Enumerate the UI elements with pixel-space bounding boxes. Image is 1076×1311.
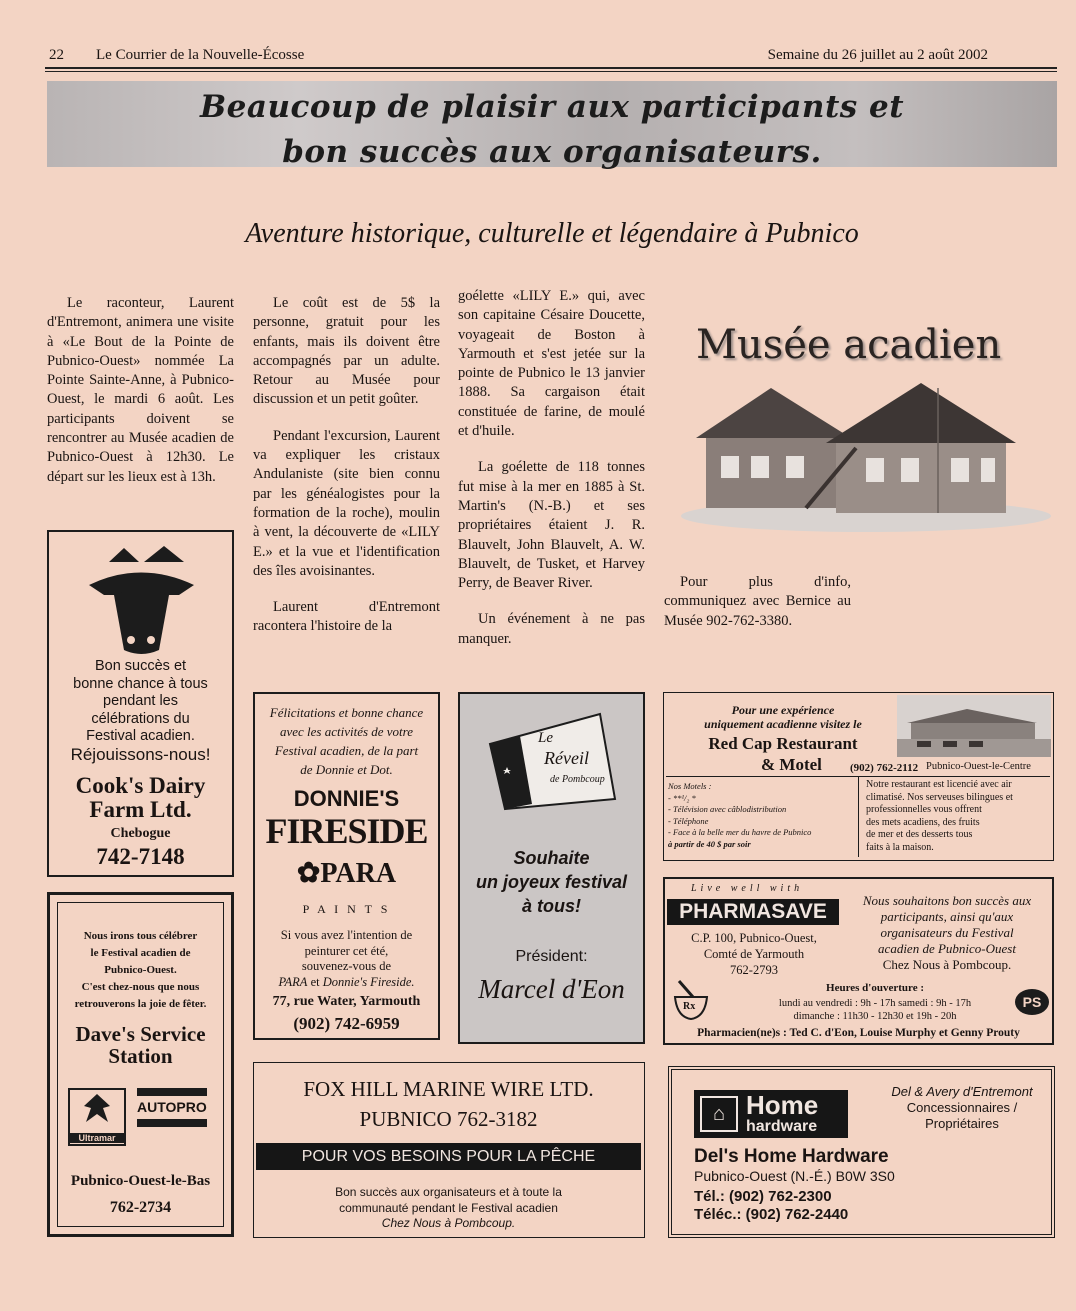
pharmasave-address-line: C.P. 100, Pubnico-Ouest, [691,931,817,945]
donnies-body-line [255,975,438,991]
home-hardware-fax: Téléc.: (902) 762-2440 [694,1206,849,1223]
pharmasave-hours-line: dimanche : 11h30 - 12h30 et 19h - 20h [793,1011,957,1022]
reveil-message [460,846,643,918]
owners-line: Concessionnaires / [906,1100,1018,1115]
daves-line: C'est chez-nous que nous [81,981,200,993]
autopro-logo [137,1088,207,1146]
daves-phone: 762-2734 [109,1199,172,1216]
header-rule [45,67,1057,69]
donnies-body-line: souvenez-vous de [301,959,392,973]
donnies-line: de Donnie et Dot. [300,762,393,777]
pharmasave-phone: 762-2793 [730,963,778,977]
paragraph: Pendant l'excursion, Laurent va expliquer les cristaux Andulaniste (site bien connu par les généalogistes pour la formation de la roche), moulin à vent, la découverte de «LILY E.» et la vue et l'identification des îles avoisinantes. [253,427,440,579]
pharmasave-hours-title: Heures d'ouverture : [826,982,924,994]
ultramar-label: Ultramar [70,1133,124,1143]
redcap-info-line: Notre restaurant est licencié avec air [866,779,1012,790]
rx-symbol: Rx [683,1001,696,1012]
paragraph: Le coût est de 5$ la personne, gratuit pour les enfants, mais ils doivent être accompagnés par un adulte. Retour au Musée pour discussion et un petit goûter. [253,295,440,408]
pharmasave-line: participants, ainsi qu'aux [880,909,1014,924]
owners-line: Del & Avery d'Entremont [891,1084,1033,1099]
donnies-phone: (902) 742-6959 [293,1014,400,1033]
foxhill-line: Bon succès aux organisateurs et à toute la [335,1185,562,1199]
daves-line: le Festival acadien de [90,947,191,959]
paper-name: Le Courrier de la Nouvelle-Écosse [96,47,305,63]
home-hardware-logo [694,1090,848,1138]
donnies-line: avec les activités de votre [279,724,414,739]
redcap-info-line: des mets acadiens, des fruits [866,816,980,828]
home-hardware-owners [872,1084,1052,1132]
daves-name [50,1023,231,1067]
donnies-line: Festival acadien, de la part [274,743,419,758]
redcap-info-line: climatisé. Nos serveuses bilingues et [866,791,1013,803]
issue-date: Semaine du 26 juillet au 2 août 2002 [767,47,988,63]
redcap-info-line: professionnelles vous offrent [866,804,982,815]
autopro-label: AUTOPRO [137,1099,207,1115]
donnies-body-line: Si vous avez l'intention de [280,928,413,942]
redcap-restaurant-info [866,779,1013,854]
home-hardware-ad [668,1066,1055,1238]
daves-message [60,928,221,1013]
donnies-logo: DONNIE'S [293,786,400,811]
pharmasave-pharmacists: Pharmacien(ne)s : Ted C. d'Eon, Louise Murphy et Genny Prouty [697,1027,1020,1039]
home-hardware-address: Pubnico-Ouest (N.-É.) B0W 3S0 [694,1168,895,1184]
ultramar-logo [68,1088,126,1146]
museum-house-illustration [676,368,1056,533]
redcap-intro [664,703,902,731]
redcap-feature: - **¹/₂ * [668,792,696,803]
redcap-building-photo [897,695,1051,757]
redcap-line: Pour une expérience [731,703,835,717]
pharmasave-address-line: Comté de Yarmouth [703,947,805,961]
conjunction: et [310,974,320,989]
owners-line: Propriétaires [925,1116,999,1131]
house-icon: ⌂ [700,1096,738,1132]
ps-logo-icon: PS [1015,989,1049,1015]
paragraph: goélette «LILY E.» qui, avec son capitaine Césaire Doucette, voyageait de Boston à Yarmouth et s'est jetée sur la pointe de Pubnico le 13 janvier 1888. Sa cargaison était constituée de farine, de moulé et d'huile. [458,288,645,440]
pharmasave-address [665,930,843,978]
reveil-line: Souhaite [513,848,590,868]
donnies-address: 77, rue Water, Yarmouth [272,994,421,1009]
para-logo [255,856,438,890]
reveil-logo-reveil: Réveil [544,748,589,768]
article-column-2 [253,294,440,654]
redcap-place: Pubnico-Ouest-le-Centre [926,761,1031,772]
para-label: PARA [320,858,397,889]
reveil-president: Marcel d'Eon [478,974,625,1004]
pharmasave-line: Nous souhaitons bon succès aux [862,893,1032,908]
article-headline: Aventure historique, culturelle et légendaire à Pubnico [245,218,859,249]
banner-line-2: bon succès aux organisateurs. [282,134,822,170]
home-hardware-name: Del's Home Hardware [694,1146,889,1167]
pharmasave-line: organisateurs du Festival [880,925,1014,940]
cooks-line: célébrations du [91,710,190,727]
article-column-1 [47,294,234,504]
reveil-logo [480,704,625,812]
foxhill-name: FOX HILL MARINE WIRE LTD. [303,1077,594,1101]
cow-logo-icon [79,540,204,660]
daves-name-line: Dave's Service [75,1022,206,1046]
fireside-name: Donnie's Fireside. [322,974,415,989]
pharmasave-message [843,893,1051,973]
cooks-place: Chebogue [110,826,171,841]
eagle-icon [70,1090,124,1128]
redcap-feature: à partir de 40 $ par soir [668,838,751,849]
pharmasave-line: Chez Nous à Pombcoup. [882,957,1012,972]
cooks-line: bonne chance à tous [73,675,208,692]
daves-line: retrouverons la joie de fêter. [74,998,207,1010]
cooks-line: Bon succès et [94,658,187,674]
redcap-feature: - Face à la belle mer du havre de Pubnico [668,827,812,837]
para-name: PARA [278,974,308,989]
daves-name-line: Station [108,1044,173,1068]
pharmasave-line: acadien de Pubnico-Ouest [878,941,1016,956]
cooks-line: Festival acadien. [86,728,195,744]
redcap-feature: - Télévision avec câblodistribution [668,804,787,814]
reveil-ad [458,692,645,1044]
paragraph: La goélette de 118 tonnes fut mise à la mer en 1885 à St. Martin's (N.-B.) et ses propriétaires étaient J. R. Blauvelt, John Blauvelt, A. W. Blauvelt, de Tusket, et Harvey Perry, de Beaver River. [458,459,645,592]
cooks-name-line: Farm Ltd. [89,797,192,822]
pharmasave-hours-line: lundi au vendredi : 9h - 17h samedi : 9h - 17h [778,998,972,1009]
banner [47,81,1057,170]
reveil-role: Président: [515,948,588,965]
donnies-body [255,928,438,990]
daves-place: Pubnico-Ouest-le-Bas [70,1173,211,1189]
redcap-line: uniquement acadienne visitez le [704,717,862,731]
redcap-feature: - Téléphone [668,815,709,826]
reveil-line: à tous! [521,896,581,916]
paragraph: Un événement à ne pas manquer. [458,611,645,647]
foxhill-line: communauté pendant le Festival acadien [339,1200,558,1215]
mortar-pestle-icon [671,977,711,1021]
fireside-logo: FIRESIDE [265,811,428,851]
pharmasave-logo: PHARMASAVE [667,899,839,925]
cooks-name [49,774,232,822]
redcap-motel-features [668,781,811,850]
header-rule-thin [45,71,1057,72]
banner-line-1: Beaucoup de plaisir aux participants et [199,89,905,125]
paragraph: Le raconteur, Laurent d'Entremont, animera une visite à «Le Bout de la Pointe de Pubnico-Ouest» nommée La Pointe Sainte-Anne, à Pubnico-Ouest, le mardi 6 août. Les participants doivent se rencontrer au Musée acadien de Pubnico-Ouest à 12h30. Le départ sur les lieux est à 13h. [47,295,234,485]
divider [858,777,859,857]
redcap-ad [663,692,1054,861]
reveil-line: un joyeux festival [475,872,628,892]
donnies-message [255,703,438,779]
para-swirl-icon: ✿ [296,858,321,889]
redcap-motel: & Motel [761,755,822,774]
cooks-line: pendant les [103,693,178,709]
reveil-logo-le: Le [538,730,553,746]
pharmasave-hours [755,997,995,1023]
foxhill-message [254,1185,643,1232]
donnies-body-line: peinturer cet été, [304,943,389,958]
cooks-phone: 742-7148 [96,844,185,869]
home-hardware-tel: Tél.: (902) 762-2300 [694,1188,832,1205]
foxhill-banner: POUR VOS BESOINS POUR LA PÊCHE [256,1143,641,1170]
home-label: Home [746,1090,819,1120]
redcap-name: Red Cap Restaurant [708,734,858,753]
redcap-phone: (902) 762-2112 [850,762,919,774]
cooks-message [49,658,232,763]
daves-line: Nous irons tous célébrer [83,930,198,942]
daves-ad [47,892,234,1237]
donnies-fireside-ad [253,692,440,1040]
museum-title: Musée acadien [696,322,1002,368]
museum-info: Pour plus d'info, communiquez avec Bernice au Musée 902-762-3380. [664,574,851,629]
cooks-name-line: Cook's Dairy [75,773,206,798]
reveil-logo-pombcoup: de Pombcoup [550,774,605,785]
pharmasave-ad [663,877,1054,1045]
article-column-3 [458,287,645,666]
cooks-line: Réjouissons-nous! [70,744,211,764]
hardware-label: hardware [746,1118,818,1135]
foxhill-phone: PUBNICO 762-3182 [359,1107,538,1131]
redcap-feature: Nos Motels : [668,781,712,791]
redcap-info-line: de mer et des desserts tous [866,829,973,840]
paragraph: Laurent d'Entremont racontera l'histoire de la [253,599,440,635]
foxhill-ad [253,1062,645,1238]
redcap-info-line: faits à la maison. [866,841,934,853]
cooks-dairy-ad [47,530,234,877]
pharmasave-tagline: Live well with [691,883,804,894]
donnies-line: Félicitations et bonne chance [269,705,424,720]
daves-line: Pubnico-Ouest. [104,964,177,976]
page-number: 22 [49,47,64,63]
foxhill-line: Chez Nous à Pombcoup. [381,1216,516,1230]
paints-label: P A I N T S [302,902,391,916]
